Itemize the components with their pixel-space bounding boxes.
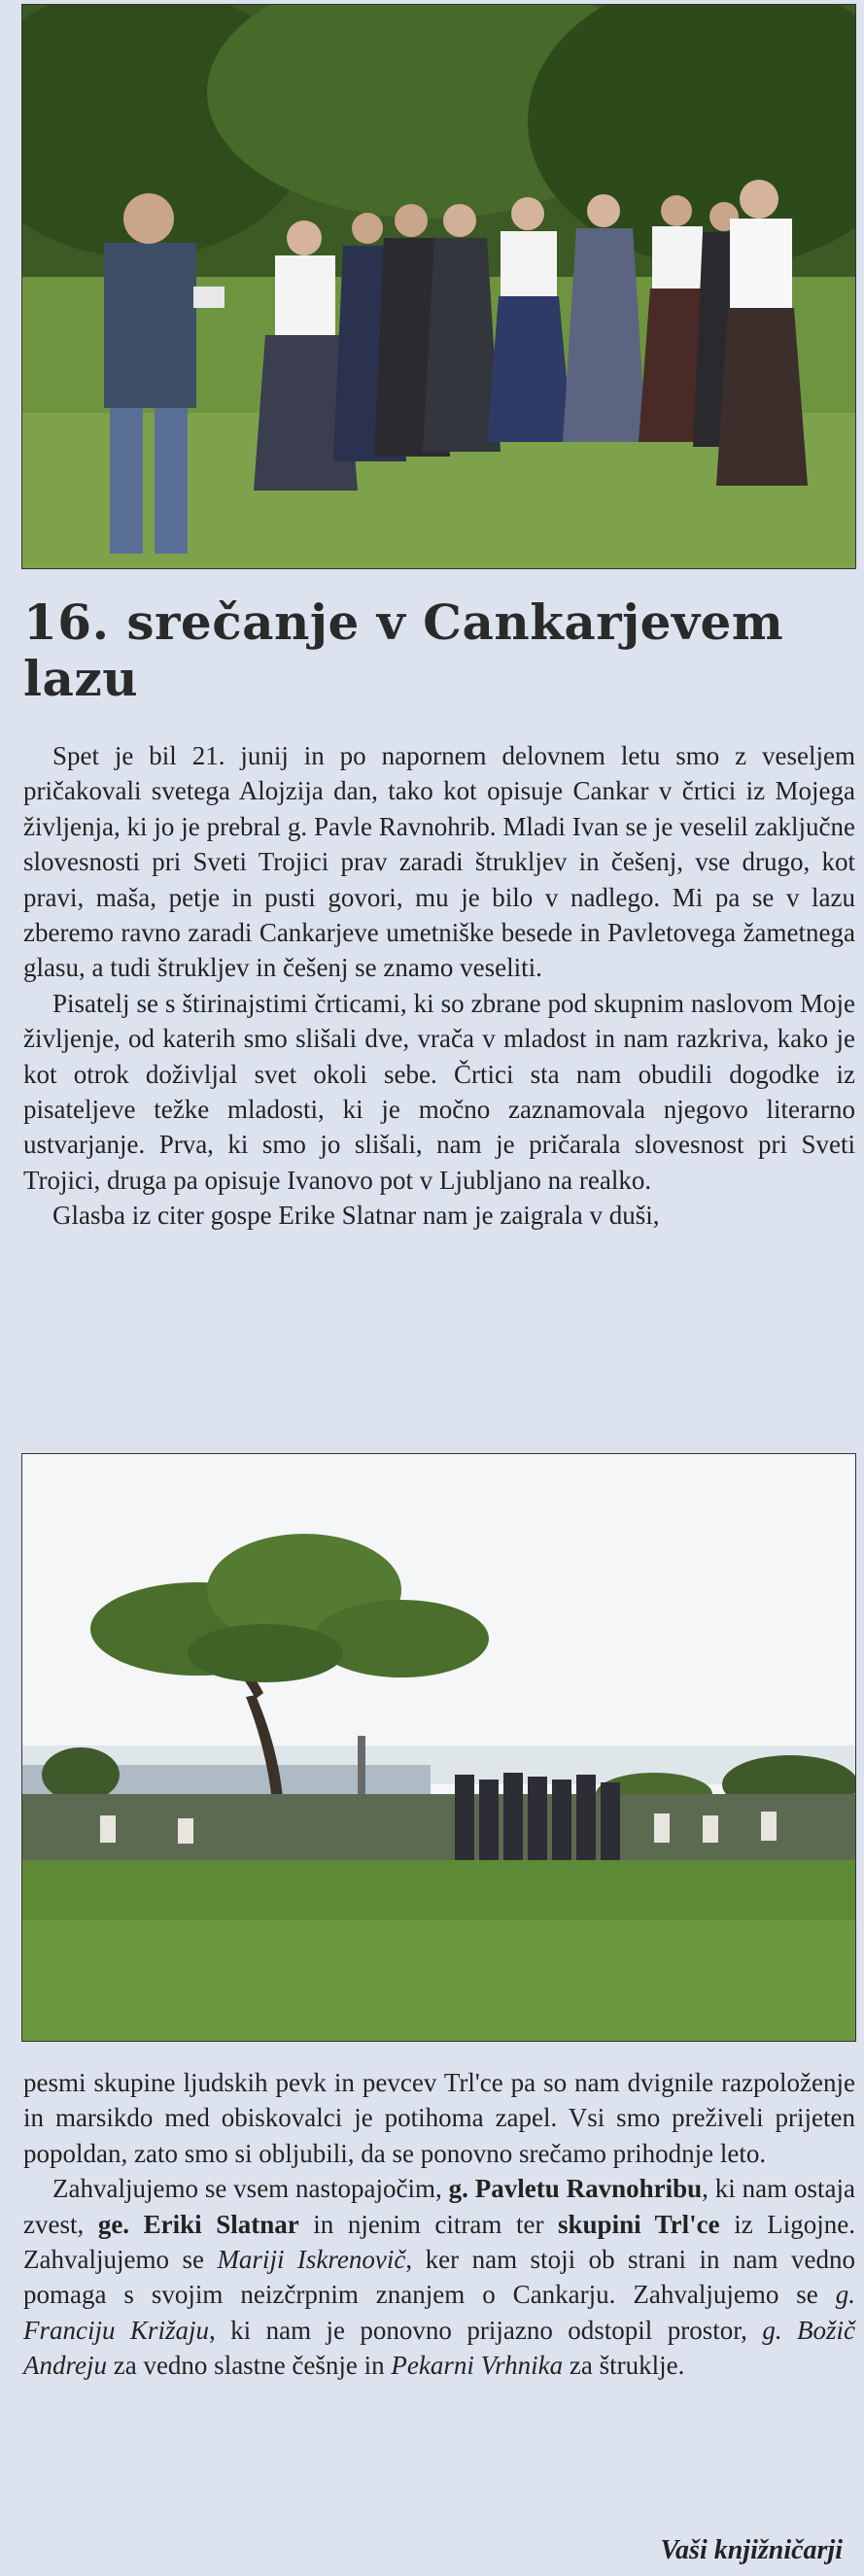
paragraph-2: Pisatelj se s štirinajstimi črticami, ki so zbrane pod skupnim naslovom Moje življenje, od katerih smo slišali dve, vrača v mladost in nam razkriva, kako je kot otrok doživljal svet okoli sebe. Črtici sta nam obudili dogodke iz pisateljeve težke mladosti, ki je močno zaznamovala njegovo literarno ustvarjanje. Prva, ki smo jo slišali, nam je pričarala slovesnost pri Sveti Trojici, druga pa opisuje Ivanovo pot v Ljubljano na realko. [23,988,855,1195]
paragraph-5-acknowledgements [23,2171,855,2383]
text-segment: iz Ligojne. Zahvaljujemo se [23,2209,856,2275]
text-segment: in njenim citram ter [298,2209,559,2239]
name-bozic-andrej: g. Božič Andreju [23,2315,855,2381]
name-erika-slatnar: ge. Eriki Slatnar [97,2209,299,2239]
text-segment: za štruklje. [563,2351,685,2381]
name-trlce-group: skupini Trl'ce [558,2209,720,2239]
name-marija-iskrenovic: Mariji Iskrenovič [217,2245,406,2275]
article-body-bottom [23,2065,855,2384]
photo-singers-illustration [22,5,855,568]
text-segment: , ker nam stoji ob strani in nam vedno pomaga s svojim neizčrpnim znanjem o Cankarju. Zahvaljujemo se [23,2245,855,2310]
photo-singers-on-meadow [21,4,856,569]
text-segment: , ki nam ostaja zvest, [23,2174,855,2239]
photo-tree-and-audience [21,1453,856,2042]
article-body-top [23,738,855,1234]
paragraph-4: pesmi skupine ljudskih pevk in pevcev Trl'ce pa so nam dvignile razpoloženje in marsikdo med obiskovalci je potihoma zapel. Vsi smo preživeli prijeten popoldan, zato smo si obljubili, da se ponovno srečamo prihodnje leto. [23,2068,855,2168]
name-franci-krizaj: g. Franciju Križaju [23,2280,855,2345]
paragraph-3: Glasba iz citer gospe Erike Slatnar nam je zaigrala v duši, [52,1201,660,1231]
article-title: 16. srečanje v Cankarjevem lazu [23,593,784,707]
photo-tree-illustration [22,1454,855,2041]
text-segment: za vedno slastne češnje in [106,2351,392,2381]
text-segment: Zahvaljujemo se vsem nastopajočim, [52,2174,449,2204]
newspaper-page [8,0,856,2576]
name-pekarna-vrhnika: Pekarni Vrhnika [391,2351,564,2381]
signature: Vaši knjižničarji [660,2535,843,2565]
paragraph-1: Spet je bil 21. junij in po napornem delovnem letu smo z veseljem pričakovali svetega Alojzija dan, tako kot opisuje Cankar v črtici iz Mojega življenja, ki jo je prebral g. Pavle Ravnohrib. Mladi Ivan se je veselil zaključne slovesnosti pri Sveti Trojici prav zaradi štrukljev in češenj, vse drugo, kot pravi, maša, petje in pusti govori, mu je bilo v nadlego. Mi pa se v lazu zberemo ravno zaradi Cankarjeve umetniške besede in Pavletovega žametnega glasu, a tudi štrukljev in češenj se znamo veseliti. [23,741,855,983]
name-pavle-ravnohrib: g. Pavletu Ravnohribu [448,2174,703,2204]
text-segment: , ki nam je ponovno prijazno odstopil prostor, [208,2315,763,2345]
